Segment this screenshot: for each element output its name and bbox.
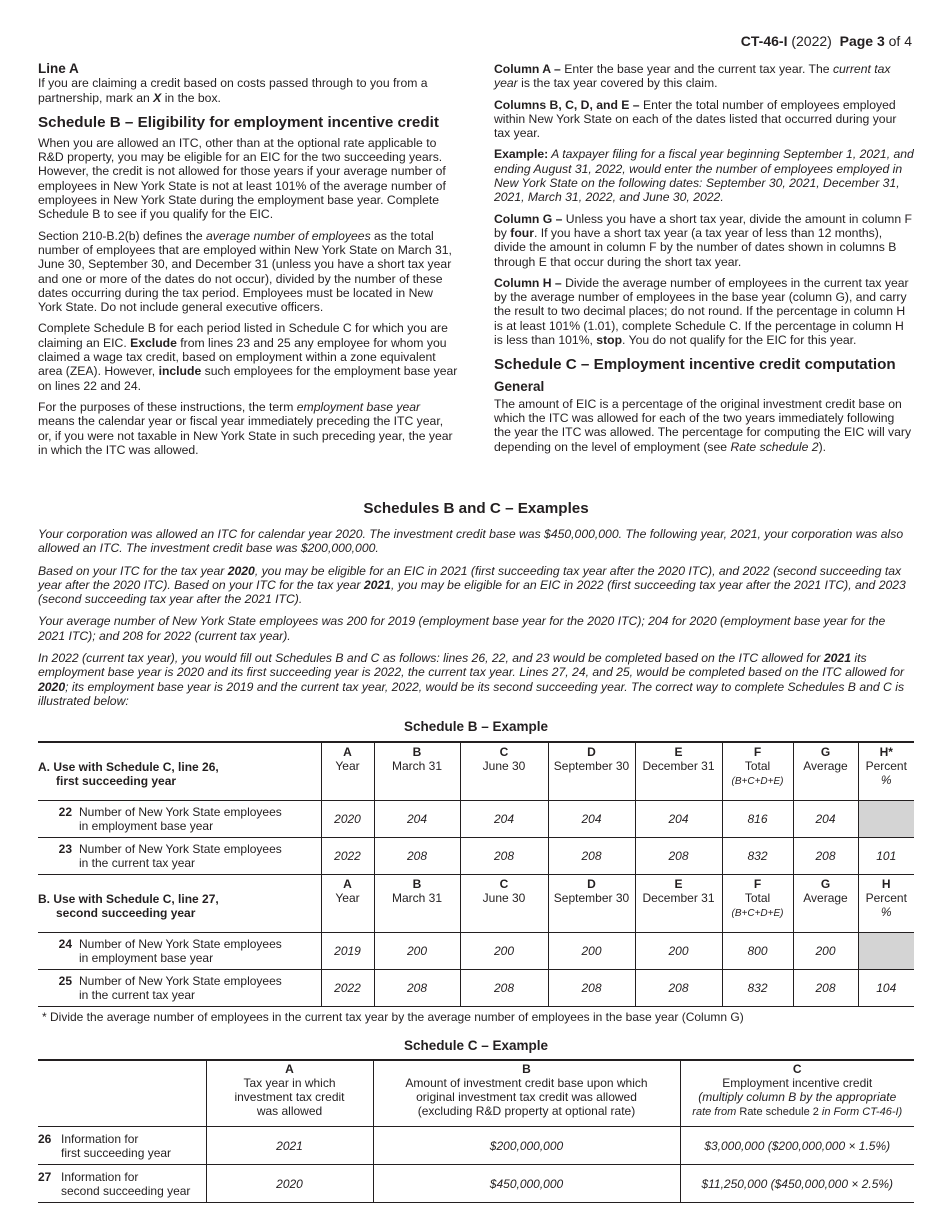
col-header: H* Percent %	[858, 742, 914, 801]
header-row-a	[38, 742, 914, 801]
columns-b-e-instructions: Columns B, C, D, and E – Enter the total number of employees employed within New York State on each of the dates listed that occurred during your tax year.	[494, 97, 897, 141]
page-header	[741, 34, 912, 48]
shaded-cell	[858, 800, 914, 837]
col-header: A Tax year in which investment tax credit was allowed	[206, 1060, 373, 1127]
header-row-b	[38, 874, 914, 932]
table-row: 27 Information for second succeeding year 2020 $450,000,000 $11,250,000 ($450,000,000 × 2.5%)	[38, 1165, 914, 1203]
schedule-b-heading: Schedule B – Eligibility for employment incentive credit	[38, 113, 439, 131]
column-h-instructions: Column H – Divide the average number of employees in the current tax year by the average number of employees in the base year (column G), and carry the result to two decimal places; do not round. If the percentage in column H is at least 101% (1.01), complete Schedule C. If the percentage in column H is less than 101%, stop. You do not qualify for the EIC for this year.	[494, 275, 909, 348]
col-header: B Amount of investment credit base upon which original investment tax credit was allowed (excluding R&D property at optional rate)	[373, 1060, 680, 1127]
fiscal-year-example: Example: A taxpayer filing for a fiscal year beginning September 1, 2021, and ending August 31, 2022, would enter the number of employees employed in New York State on the following dates: September 30, 2021, December 31, 2021, March 31, 2022, and June 30, 2022.	[494, 147, 914, 205]
col-header: B March 31	[374, 874, 460, 932]
schedule-b-footnote: * Divide the average number of employees in the current tax year by the average number of employees in the base year (Column G)	[42, 1009, 744, 1024]
col-header: F Total (B+C+D+E)	[722, 742, 793, 801]
schedule-c-heading: Schedule C – Employment incentive credit computation	[494, 356, 896, 374]
schedule-b-example-table	[38, 741, 914, 1007]
page-number: Page 3	[839, 33, 885, 49]
table-row: 22 Number of New York State employees in employment base year 2020 204 204 204 204 816 204	[38, 800, 914, 837]
section-b-label: B. Use with Schedule C, line 27, second succeeding year	[38, 874, 321, 932]
schedule-b-intro: When you are allowed an ITC, other than at the optional rate applicable to R&D property, you may be eligible for an EIC for the two succeeding years. However, the credit is not allowed for those years if your average number of employees in New York State is not at least 101% of the average number of employees in New York State during the employment base year. Complete Schedule B to see if you qualify for the EIC.	[38, 135, 446, 222]
schedule-c-example-title: Schedule C – Example	[403, 1037, 549, 1053]
table-row: 26 Information for first succeeding year 2021 $200,000,000 $3,000,000 ($200,000,000 × 1.5%)	[38, 1127, 914, 1165]
right-column	[494, 62, 914, 461]
form-number: CT-46-I	[740, 33, 788, 49]
table-row: 24 Number of New York State employees in employment base year 2019 200 200 200 200 800 200	[38, 932, 914, 969]
example-paragraph-3: Your average number of New York State employees was 200 for 2019 (employment base year for the 2020 ITC); 204 for 2020 (employment base year for the 2021 ITC); and 208 for 2022 (current tax year).	[38, 614, 886, 643]
line-a-text: If you are claiming a credit based on costs passed through to you from a partnership, mark an X in the box.	[38, 76, 428, 105]
col-header: G Average	[793, 742, 858, 801]
col-header: G Average	[793, 874, 858, 932]
column-g-instructions: Column G – Unless you have a short tax year, divide the amount in column F by four. If you have a short tax year (a tax year of less than 12 months), divide the amount in column F by the number of dates shown in columns B through E that occur during the short tax year.	[494, 211, 912, 269]
example-paragraph-4: In 2022 (current tax year), you would fill out Schedules B and C as follows: lines 26, 22, and 23 would be completed based on the ITC allowed for 2021 its employment base year is 2020 and its first succeeding year is 2022, the current tax year. Lines 27, 24, and 25, would be completed based on the ITC allowed for 2020; its employment base year is 2019 and the current tax year, 2022, would be its second succeeding year. The correct way to complete Schedules B and C is illustrated below:	[38, 651, 905, 708]
examples-heading: Schedules B and C – Examples	[363, 500, 589, 517]
line-a-heading: Line A	[38, 61, 79, 76]
col-header: E December 31	[635, 742, 722, 801]
table-row: 25 Number of New York State employees in the current tax year 2022 208 208 208 208 832 208 104	[38, 969, 914, 1006]
col-header: D September 30	[548, 742, 635, 801]
form-year: (2022)	[791, 33, 832, 49]
table-row: 23 Number of New York State employees in the current tax year 2022 208 208 208 208 832 208 101	[38, 837, 914, 874]
general-text: The amount of EIC is a percentage of the original investment credit base on which the ITC was allowed for each of the two years immediately following the year the ITC was allowed. The percentage for computing the EIC will vary depending on the level of employment (see Rate schedule 2).	[494, 396, 912, 454]
col-header: C Employment incentive credit (multiply column B by the appropriate rate from Rate schedule 2 in Form CT-46-I)	[680, 1060, 914, 1127]
schedule-b-example-title: Schedule B – Example	[403, 719, 549, 735]
col-header: C June 30	[460, 874, 548, 932]
col-header: D September 30	[548, 874, 635, 932]
general-heading: General	[494, 379, 545, 395]
col-header: H Percent %	[858, 874, 914, 932]
schedule-b-instructions: Complete Schedule B for each period listed in Schedule C for which you are claiming an EIC. Exclude from lines 23 and 25 any employee for whom you claimed a wage tax credit, based on employment within a zone equivalent area (ZEA). However, include such employees for the employment base year on lines 22 and 24.	[38, 321, 458, 393]
col-header: C June 30	[460, 742, 548, 801]
employment-base-year-definition: For the purposes of these instructions, the term employment base year means the calendar year or fiscal year immediately preceding the ITC year, or, if you were not taxable in New York State in such preceding year, the year in which the ITC was allowed.	[38, 399, 453, 457]
col-header: E December 31	[635, 874, 722, 932]
section-a-label: A. Use with Schedule C, line 26, first succeeding year	[38, 759, 219, 788]
left-column	[38, 62, 458, 464]
header-row	[38, 1060, 914, 1127]
example-paragraph-2: Based on your ITC for the tax year 2020, you may be eligible for an EIC in 2021 (first succeeding tax year after the 2020 ITC), and 2022 (second succeeding tax year after the 2020 ITC). Based on your ITC for the tax year 2021, you may be eligible for an EIC in 2022 (first succeeding tax year after the 2021 ITC), and 2023 (second succeeding tax year after the 2021 ITC).	[38, 563, 906, 607]
examples-section	[38, 500, 914, 1203]
col-header: F Total (B+C+D+E)	[722, 874, 793, 932]
col-header: B March 31	[374, 742, 460, 801]
column-a-instructions: Column A – Enter the base year and the current tax year. The current tax year is the tax year covered by this claim.	[494, 62, 891, 91]
schedule-c-example-table	[38, 1059, 914, 1203]
average-employees-definition: Section 210-B.2(b) defines the average number of employees as the total number of employees that are employed within New York State on March 31, June 30, September 30, and December 31 (unless you have a short tax year and one or more of the dates do not occur), divided by the number of these dates occurring during the tax period. Employees must be located in New York State. Do not include general executive officers.	[38, 228, 452, 315]
col-header: A Year	[321, 742, 374, 801]
shaded-cell	[858, 932, 914, 969]
page-total: of 4	[888, 33, 912, 49]
col-header: A Year	[321, 874, 374, 932]
example-paragraph-1: Your corporation was allowed an ITC for calendar year 2020. The investment credit base was $450,000,000. The following year, 2021, your corporation was also allowed an ITC. The investment credit base was $200,000,000.	[38, 527, 904, 556]
